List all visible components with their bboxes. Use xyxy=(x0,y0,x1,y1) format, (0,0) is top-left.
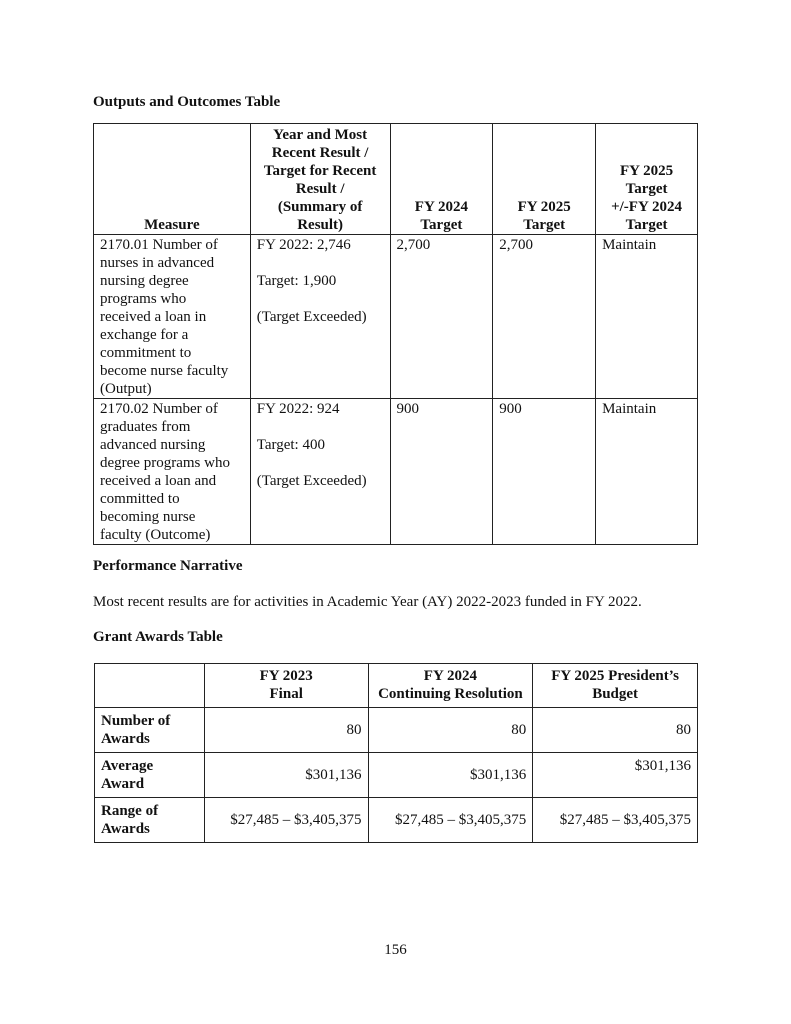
result-cell: FY 2022: 2,746 Target: 1,900 (Target Exceeded) xyxy=(250,235,390,399)
value-cell: $301,136 xyxy=(204,753,368,798)
performance-narrative-heading: Performance Narrative xyxy=(93,558,243,574)
fy2025-target-cell: 900 xyxy=(493,399,596,545)
table-row xyxy=(95,708,698,753)
table-row xyxy=(95,798,698,843)
value-cell: $301,136 xyxy=(533,753,698,798)
header-fy2025-budget: FY 2025 President’s Budget xyxy=(533,664,698,708)
grant-awards-table xyxy=(94,663,698,843)
fy2025-target-cell: 2,700 xyxy=(493,235,596,399)
header-fy2025-target: FY 2025 Target xyxy=(493,124,596,235)
measure-cell: 2170.02 Number of graduates from advanced nursing degree programs who received a loan and committed to becoming nurse faculty (Outcome) xyxy=(94,399,251,545)
header-fy2024-target: FY 2024 Target xyxy=(390,124,493,235)
value-cell: $27,485 – $3,405,375 xyxy=(368,798,533,843)
page-number: 156 xyxy=(384,942,407,958)
target-change-cell: Maintain xyxy=(596,399,698,545)
value-cell: $27,485 – $3,405,375 xyxy=(533,798,698,843)
table-header-row xyxy=(94,124,698,235)
target-change-cell: Maintain xyxy=(596,235,698,399)
table-row xyxy=(94,235,698,399)
outputs-outcomes-table xyxy=(93,123,698,545)
header-fy2024-cr: FY 2024 Continuing Resolution xyxy=(368,664,533,708)
measure-cell: 2170.01 Number of nurses in advanced nursing degree programs who received a loan in exchange for a commitment to become nurse faculty (Output) xyxy=(94,235,251,399)
result-cell: FY 2022: 924 Target: 400 (Target Exceeded) xyxy=(250,399,390,545)
value-cell: 80 xyxy=(533,708,698,753)
table-header-row xyxy=(95,664,698,708)
performance-narrative-text: Most recent results are for activities in Academic Year (AY) 2022-2023 funded in FY 2022. xyxy=(93,594,642,610)
table-row xyxy=(95,753,698,798)
header-measure: Measure xyxy=(94,124,251,235)
fy2024-target-cell: 2,700 xyxy=(390,235,493,399)
row-label: Number of Awards xyxy=(95,708,205,753)
header-target-change: FY 2025 Target +/-FY 2024 Target xyxy=(596,124,698,235)
header-fy2023-final: FY 2023 Final xyxy=(204,664,368,708)
table-row xyxy=(94,399,698,545)
value-cell: $301,136 xyxy=(368,753,533,798)
value-cell: 80 xyxy=(204,708,368,753)
grant-awards-heading: Grant Awards Table xyxy=(93,629,223,645)
row-label: Range of Awards xyxy=(95,798,205,843)
outputs-outcomes-heading: Outputs and Outcomes Table xyxy=(93,94,281,110)
value-cell: 80 xyxy=(368,708,533,753)
fy2024-target-cell: 900 xyxy=(390,399,493,545)
header-empty xyxy=(95,664,205,708)
header-result: Year and Most Recent Result / Target for Recent Result / (Summary of Result) xyxy=(250,124,390,235)
row-label: Average Award xyxy=(95,753,205,798)
value-cell: $27,485 – $3,405,375 xyxy=(204,798,368,843)
